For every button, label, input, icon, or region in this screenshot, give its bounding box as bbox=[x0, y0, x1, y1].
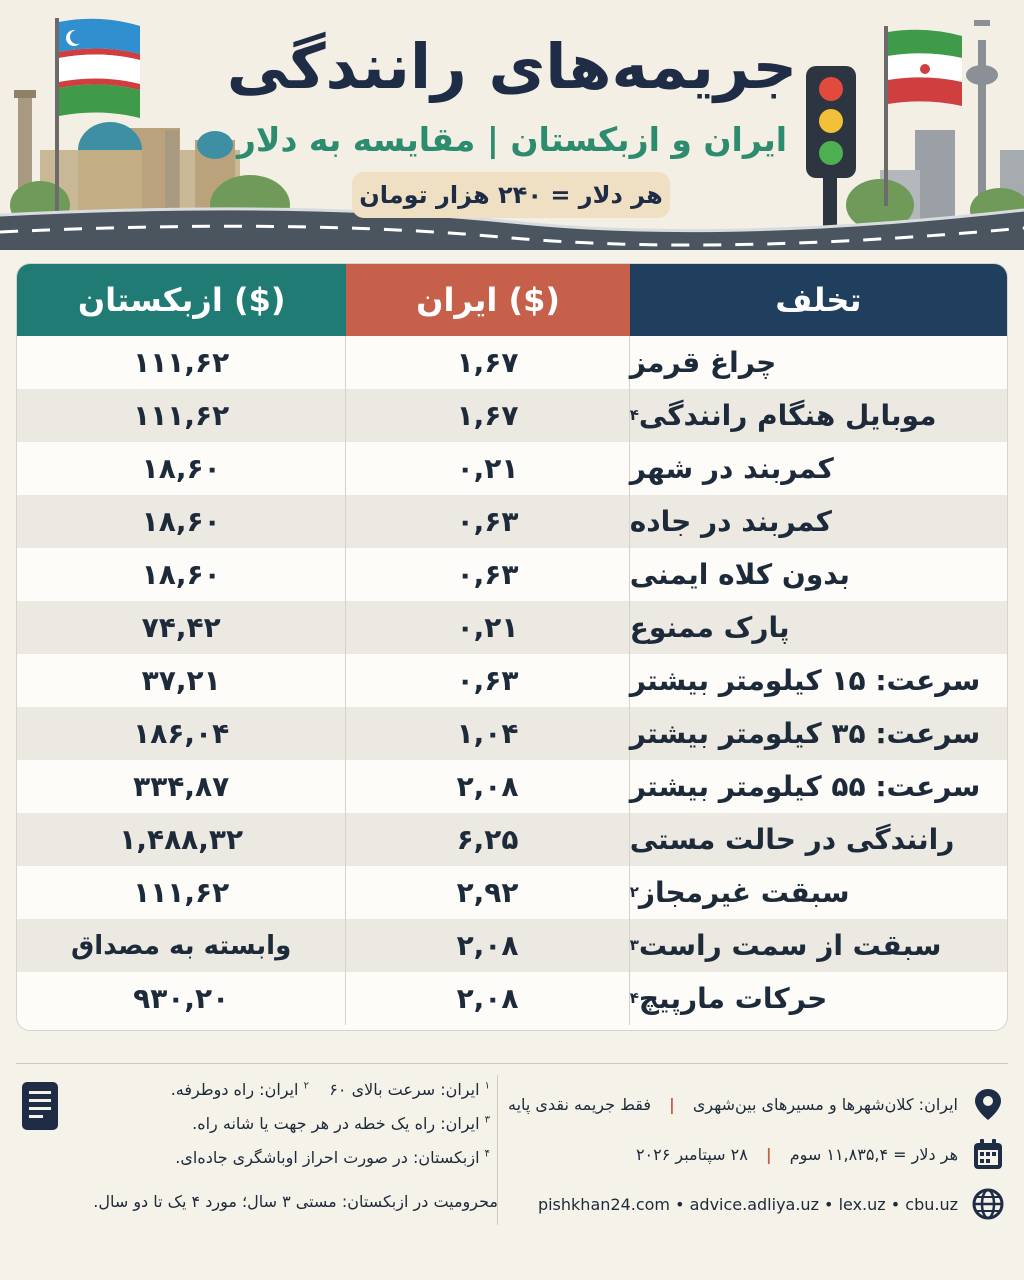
footnote-marker: ۴ bbox=[629, 406, 639, 424]
footer-scope-note: فقط جریمه نقدی پایه bbox=[507, 1094, 651, 1114]
footnote-3 bbox=[90, 1114, 490, 1133]
cell-iran-fine: ۱,۶۷ bbox=[346, 389, 629, 442]
cell-uzbekistan-fine: ۱۱۱,۶۲ bbox=[17, 389, 346, 442]
footer-divider-line bbox=[16, 1063, 1008, 1064]
table-row bbox=[17, 442, 1007, 495]
table-row bbox=[17, 389, 1007, 442]
cell-violation bbox=[630, 972, 1007, 1025]
cell-violation bbox=[630, 866, 1007, 919]
footer-rate-row bbox=[636, 1134, 1006, 1174]
cell-iran-fine: ۲,۹۲ bbox=[346, 866, 629, 919]
footer-separator: | bbox=[669, 1094, 675, 1114]
cell-violation bbox=[630, 601, 1007, 654]
table-row bbox=[17, 813, 1007, 866]
cell-uzbekistan-fine: وابسته به مصداق bbox=[17, 919, 346, 972]
cell-violation bbox=[630, 654, 1007, 707]
violation-label: سرعت: ۱۵ کیلومتر بیشتر bbox=[629, 664, 981, 697]
violation-label: کمربند در شهر bbox=[629, 452, 834, 485]
cell-uzbekistan-fine: ۳۳۴,۸۷ bbox=[17, 760, 346, 813]
table-row bbox=[17, 654, 1007, 707]
cell-iran-fine: ۲,۰۸ bbox=[346, 760, 629, 813]
table-row bbox=[17, 495, 1007, 548]
violation-label: کمربند در جاده bbox=[629, 505, 832, 538]
cell-iran-fine: ۰,۶۳ bbox=[346, 495, 629, 548]
footnote-marker: ۴ bbox=[629, 989, 639, 1007]
cell-iran-fine: ۰,۲۱ bbox=[346, 601, 629, 654]
cell-violation bbox=[630, 442, 1007, 495]
location-pin-icon bbox=[970, 1086, 1006, 1122]
cell-uzbekistan-fine: ۱۱۱,۶۲ bbox=[17, 336, 346, 389]
cell-uzbekistan-fine: ۱,۴۸۸,۳۲ bbox=[17, 813, 346, 866]
cell-uzbekistan-fine: ۱۸۶,۰۴ bbox=[17, 707, 346, 760]
header-banner bbox=[0, 0, 1024, 250]
column-header-uzbekistan: ازبکستان ($) bbox=[17, 264, 346, 336]
footnote-text: ایران: راه یک خطه در هر جهت یا شانه راه. bbox=[192, 1114, 480, 1133]
cell-iran-fine: ۰,۶۳ bbox=[346, 548, 629, 601]
page-subtitle: ایران و ازبکستان | مقایسه به دلار bbox=[236, 120, 788, 159]
footnote-number: ۳ bbox=[484, 1114, 490, 1126]
cell-uzbekistan-fine: ۱۸,۶۰ bbox=[17, 442, 346, 495]
cell-iran-fine: ۲,۰۸ bbox=[346, 919, 629, 972]
page-title: جریمه‌های رانندگی bbox=[226, 30, 798, 103]
cell-uzbekistan-fine: ۱۱۱,۶۲ bbox=[17, 866, 346, 919]
footnote-4 bbox=[90, 1148, 490, 1167]
cell-violation bbox=[630, 336, 1007, 389]
table-row bbox=[17, 919, 1007, 972]
footnote-text: ایران: راه دوطرفه. bbox=[170, 1080, 299, 1099]
cell-uzbekistan-fine: ۳۷,۲۱ bbox=[17, 654, 346, 707]
cell-iran-fine: ۲,۰۸ bbox=[346, 972, 629, 1025]
table-row bbox=[17, 972, 1007, 1025]
violation-label: سبقت از سمت راست bbox=[638, 929, 942, 962]
cell-uzbekistan-fine: ۷۴,۴۲ bbox=[17, 601, 346, 654]
table-row bbox=[17, 336, 1007, 389]
table-row bbox=[17, 707, 1007, 760]
exchange-rate-badge: هر دلار = ۲۴۰ هزار تومان bbox=[352, 172, 670, 218]
table-header bbox=[17, 264, 1007, 336]
footer-date: ۲۸ سپتامبر ۲۰۲۶ bbox=[635, 1144, 748, 1164]
calendar-icon bbox=[970, 1136, 1006, 1172]
violation-label: حرکات مارپیچ bbox=[638, 982, 828, 1015]
violation-label: بدون کلاه ایمنی bbox=[629, 558, 850, 591]
cell-violation bbox=[630, 548, 1007, 601]
footer-sources-row bbox=[538, 1184, 1006, 1224]
footnote-number: ۴ bbox=[484, 1148, 490, 1160]
cell-violation bbox=[630, 389, 1007, 442]
document-notes-icon bbox=[20, 1080, 60, 1132]
cell-uzbekistan-fine: ۱۸,۶۰ bbox=[17, 495, 346, 548]
cell-uzbekistan-fine: ۱۸,۶۰ bbox=[17, 548, 346, 601]
violation-label: موبایل هنگام رانندگی bbox=[638, 399, 937, 432]
cell-violation bbox=[630, 760, 1007, 813]
globe-icon bbox=[970, 1186, 1006, 1222]
license-ban-note: محرومیت در ازبکستان: مستی ۳ سال؛ مورد ۴ یک تا دو سال. bbox=[93, 1192, 498, 1211]
footnote-1-2 bbox=[90, 1080, 490, 1099]
fines-table bbox=[16, 263, 1008, 1031]
column-header-violation: تخلف bbox=[630, 264, 1007, 336]
column-header-iran: ایران ($) bbox=[346, 264, 629, 336]
footnote-number: ۲ bbox=[303, 1080, 309, 1092]
footer-sources: pishkhan24.com • advice.adliya.uz • lex.uz • cbu.uz bbox=[537, 1194, 958, 1214]
table-row bbox=[17, 601, 1007, 654]
table-row bbox=[17, 548, 1007, 601]
footer-exchange-rate: هر دلار = ۱۱,۸۳۵,۴ سوم bbox=[789, 1144, 958, 1164]
footnote-text: ایران: سرعت بالای ۶۰ bbox=[329, 1080, 480, 1099]
footnote-marker: ۲ bbox=[629, 883, 639, 901]
violation-label: سرعت: ۵۵ کیلومتر بیشتر bbox=[629, 770, 981, 803]
violation-label: سبقت غیرمجاز bbox=[638, 876, 850, 909]
cell-uzbekistan-fine: ۹۳۰,۲۰ bbox=[17, 972, 346, 1025]
cell-iran-fine: ۱,۰۴ bbox=[346, 707, 629, 760]
footnote-marker: ۳ bbox=[629, 936, 639, 954]
violation-label: رانندگی در حالت مستی bbox=[629, 823, 955, 856]
footer-scope-text: ایران: کلان‌شهرها و مسیرهای بین‌شهری bbox=[692, 1094, 958, 1114]
cell-iran-fine: ۰,۲۱ bbox=[346, 442, 629, 495]
violation-label: چراغ قرمز bbox=[629, 346, 777, 379]
footer-scope-row bbox=[508, 1084, 1006, 1124]
cell-violation bbox=[630, 707, 1007, 760]
cell-iran-fine: ۱,۶۷ bbox=[346, 336, 629, 389]
cell-violation bbox=[630, 495, 1007, 548]
footer-separator: | bbox=[765, 1144, 772, 1164]
cell-violation bbox=[630, 813, 1007, 866]
cell-iran-fine: ۰,۶۳ bbox=[346, 654, 629, 707]
table-row bbox=[17, 760, 1007, 813]
footnote-number: ۱ bbox=[484, 1080, 490, 1092]
table-row bbox=[17, 866, 1007, 919]
table-body bbox=[17, 336, 1007, 1025]
footnote-text: ازبکستان: در صورت احراز اوباشگری جاده‌ای. bbox=[175, 1148, 480, 1167]
violation-label: پارک ممنوع bbox=[629, 611, 790, 644]
cell-violation bbox=[630, 919, 1007, 972]
cell-iran-fine: ۶,۲۵ bbox=[346, 813, 629, 866]
violation-label: سرعت: ۳۵ کیلومتر بیشتر bbox=[629, 717, 981, 750]
